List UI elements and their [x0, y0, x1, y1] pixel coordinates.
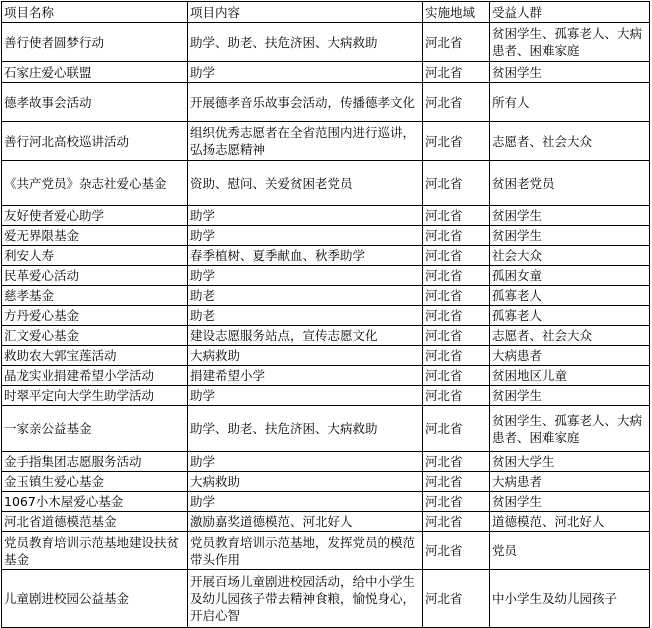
- project-content-cell: 大病救助: [188, 346, 423, 366]
- project-name-cell: 党员教育培训示范基地建设扶贫基金: [2, 532, 188, 570]
- beneficiaries-cell: 贫困地区儿童: [490, 366, 650, 386]
- project-content-cell: 开展百场儿童剧进校园活动，给中小学生及幼儿园孩子带去精神食粮，愉悦身心，开启心智: [188, 570, 423, 628]
- project-content-cell: 大病救助: [188, 472, 423, 492]
- beneficiaries-cell: 贫困学生: [490, 62, 650, 83]
- project-name-cell: 德孝故事会活动: [2, 83, 188, 122]
- project-name-cell: 石家庄爱心联盟: [2, 62, 188, 83]
- beneficiaries-cell: 贫困大学生: [490, 452, 650, 472]
- table-row: [2, 62, 650, 83]
- region-cell: 河北省: [423, 386, 490, 406]
- region-cell: 河北省: [423, 326, 490, 346]
- project-name-cell: 慈孝基金: [2, 286, 188, 306]
- project-content-cell: 助学: [188, 492, 423, 512]
- beneficiaries-cell: 贫困学生: [490, 226, 650, 246]
- project-name-cell: 民革爱心活动: [2, 266, 188, 286]
- project-content-cell: 激励嘉奖道德模范、河北好人: [188, 512, 423, 532]
- table-row: [2, 326, 650, 346]
- beneficiaries-cell: 贫困学生: [490, 386, 650, 406]
- beneficiaries-cell: 贫困学生: [490, 206, 650, 226]
- header-region: 实施地域: [423, 2, 490, 23]
- project-content-cell: 资助、慰问、关爱贫困老党员: [188, 161, 423, 206]
- beneficiaries-cell: 志愿者、社会大众: [490, 122, 650, 161]
- table-row: [2, 570, 650, 628]
- project-content-cell: 助学: [188, 266, 423, 286]
- project-name-cell: 晶龙实业捐建希望小学活动: [2, 366, 188, 386]
- table-row: [2, 83, 650, 122]
- project-name-cell: 爱无界限基金: [2, 226, 188, 246]
- table-row: [2, 23, 650, 62]
- table-row: [2, 266, 650, 286]
- beneficiaries-cell: 道德模范、河北好人: [490, 512, 650, 532]
- beneficiaries-cell: 中小学生及幼儿园孩子: [490, 570, 650, 628]
- region-cell: 河北省: [423, 161, 490, 206]
- project-content-cell: 开展德孝音乐故事会活动，传播德孝文化: [188, 83, 423, 122]
- project-name-cell: 河北省道德模范基金: [2, 512, 188, 532]
- header-project-name: 项目名称: [2, 2, 188, 23]
- beneficiaries-cell: 孤寡老人: [490, 286, 650, 306]
- project-name-cell: 善行使者圆梦行动: [2, 23, 188, 62]
- region-cell: 河北省: [423, 512, 490, 532]
- project-content-cell: 助学: [188, 452, 423, 472]
- project-name-cell: 一家亲公益基金: [2, 406, 188, 452]
- region-cell: 河北省: [423, 306, 490, 326]
- region-cell: 河北省: [423, 266, 490, 286]
- table-row: [2, 366, 650, 386]
- beneficiaries-cell: 贫困老党员: [490, 161, 650, 206]
- beneficiaries-cell: 孤寡老人: [490, 306, 650, 326]
- region-cell: 河北省: [423, 83, 490, 122]
- table-row: [2, 206, 650, 226]
- table-row: [2, 306, 650, 326]
- beneficiaries-cell: 志愿者、社会大众: [490, 326, 650, 346]
- region-cell: 河北省: [423, 366, 490, 386]
- project-name-cell: 汇文爱心基金: [2, 326, 188, 346]
- table-row: [2, 226, 650, 246]
- project-name-cell: 儿童剧进校园公益基金: [2, 570, 188, 628]
- region-cell: 河北省: [423, 472, 490, 492]
- table-row: [2, 472, 650, 492]
- table-row: [2, 346, 650, 366]
- region-cell: 河北省: [423, 452, 490, 472]
- project-content-cell: 党员教育培训示范基地，发挥党员的模范带头作用: [188, 532, 423, 570]
- table-row: [2, 492, 650, 512]
- table-row: [2, 161, 650, 206]
- table-row: [2, 122, 650, 161]
- region-cell: 河北省: [423, 23, 490, 62]
- region-cell: 河北省: [423, 570, 490, 628]
- project-name-cell: 时翠平定向大学生助学活动: [2, 386, 188, 406]
- project-content-cell: 助老: [188, 286, 423, 306]
- project-content-cell: 建设志愿服务站点，宣传志愿文化: [188, 326, 423, 346]
- project-name-cell: 金玉镇生爱心基金: [2, 472, 188, 492]
- header-beneficiaries: 受益人群: [490, 2, 650, 23]
- project-content-cell: 助学: [188, 226, 423, 246]
- region-cell: 河北省: [423, 406, 490, 452]
- project-content-cell: 春季植树、夏季献血、秋季助学: [188, 246, 423, 266]
- table-row: [2, 246, 650, 266]
- table-body: [2, 23, 650, 628]
- region-cell: 河北省: [423, 226, 490, 246]
- beneficiaries-cell: 贫困学生、孤寡老人、大病患者、困难家庭: [490, 406, 650, 452]
- beneficiaries-cell: 党员: [490, 532, 650, 570]
- header-row: [2, 2, 650, 23]
- region-cell: 河北省: [423, 532, 490, 570]
- project-content-cell: 助老: [188, 306, 423, 326]
- project-name-cell: 友好使者爱心助学: [2, 206, 188, 226]
- beneficiaries-cell: 所有人: [490, 83, 650, 122]
- project-content-cell: 组织优秀志愿者在全省范围内进行巡讲，弘扬志愿精神: [188, 122, 423, 161]
- region-cell: 河北省: [423, 122, 490, 161]
- project-content-cell: 助学: [188, 386, 423, 406]
- project-content-cell: 捐建希望小学: [188, 366, 423, 386]
- region-cell: 河北省: [423, 346, 490, 366]
- beneficiaries-cell: 大病患者: [490, 472, 650, 492]
- table-row: [2, 512, 650, 532]
- project-content-cell: 助学、助老、扶危济困、大病救助: [188, 23, 423, 62]
- region-cell: 河北省: [423, 246, 490, 266]
- beneficiaries-cell: 大病患者: [490, 346, 650, 366]
- table-row: [2, 406, 650, 452]
- project-name-cell: 利安人寿: [2, 246, 188, 266]
- project-name-cell: 善行河北高校巡讲活动: [2, 122, 188, 161]
- table-row: [2, 452, 650, 472]
- beneficiaries-cell: 孤困女童: [490, 266, 650, 286]
- region-cell: 河北省: [423, 62, 490, 83]
- project-name-cell: 《共产党员》杂志社爱心基金: [2, 161, 188, 206]
- region-cell: 河北省: [423, 206, 490, 226]
- beneficiaries-cell: 社会大众: [490, 246, 650, 266]
- beneficiaries-cell: 贫困学生: [490, 492, 650, 512]
- table-row: [2, 532, 650, 570]
- project-content-cell: 助学: [188, 206, 423, 226]
- header-project-content: 项目内容: [188, 2, 423, 23]
- project-content-cell: 助学、助老、扶危济困、大病救助: [188, 406, 423, 452]
- table-row: [2, 286, 650, 306]
- beneficiaries-cell: 贫困学生、孤寡老人、大病患者、困难家庭: [490, 23, 650, 62]
- project-name-cell: 救助农大郭宝莲活动: [2, 346, 188, 366]
- beneficiary-projects-table: [1, 1, 650, 628]
- project-name-cell: 1067小木屋爱心基金: [2, 492, 188, 512]
- region-cell: 河北省: [423, 492, 490, 512]
- project-content-cell: 助学: [188, 62, 423, 83]
- project-name-cell: 方丹爱心基金: [2, 306, 188, 326]
- project-name-cell: 金手指集团志愿服务活动: [2, 452, 188, 472]
- table-row: [2, 386, 650, 406]
- region-cell: 河北省: [423, 286, 490, 306]
